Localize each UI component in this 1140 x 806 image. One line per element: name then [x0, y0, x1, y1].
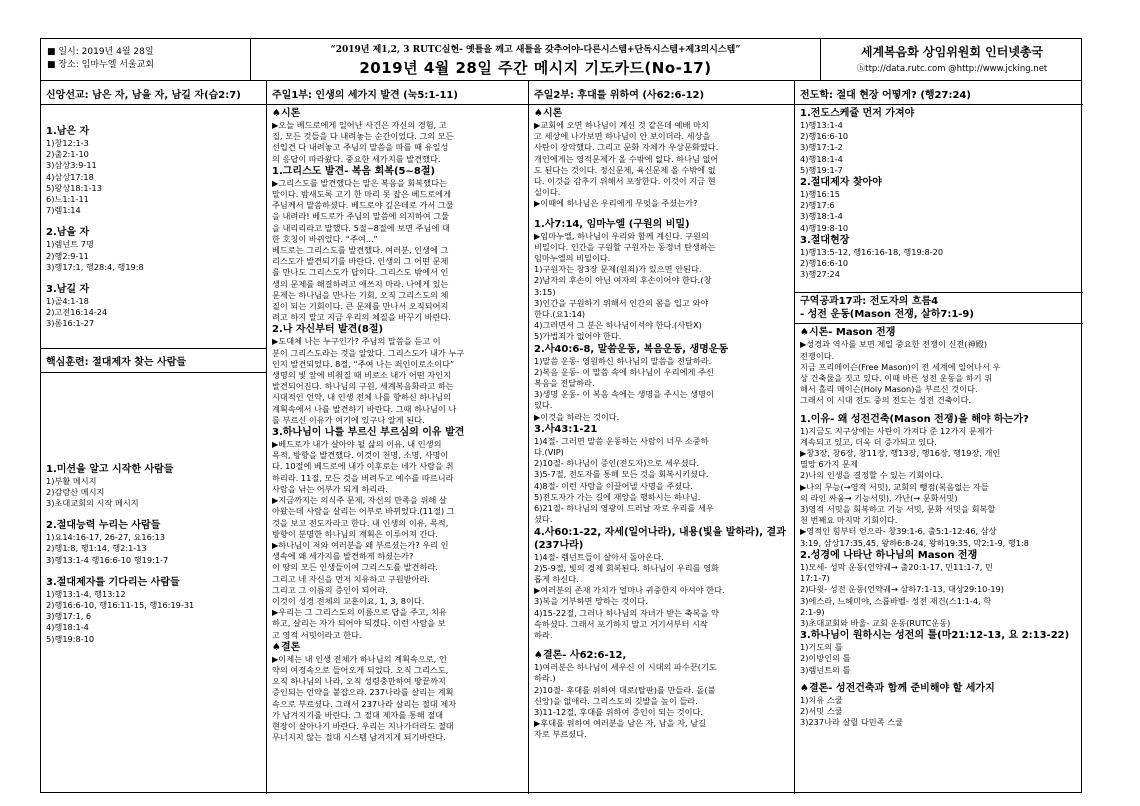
text-line: 셨다. — [534, 514, 553, 525]
text-line: 2:1-9) — [800, 606, 825, 617]
text-line: 2)행16:6-10 — [800, 258, 849, 269]
text-line: 롭게 하신다. — [534, 573, 579, 584]
text-line: 2)출2:1-10 — [46, 149, 89, 160]
text-line: 3)행17:1, 행28:4, 행19:8 — [46, 261, 144, 272]
text-line: 말이다. 밤새도록 고기 한 마리 못 잡은 베드로에게 — [272, 189, 452, 200]
text-line: 그리고 네 자신을 먼저 치유하고 구원받아라. — [272, 573, 430, 584]
text-line: 현장이 살아나기 바란다. 우리는 지나가더라도 절대 — [272, 720, 454, 731]
text-line: 을 내려라! 베드로가 주님의 말씀에 의지하여 그물 — [272, 211, 450, 222]
text-line: 사탄이 장악했다. 그리고 문화 자체가 우상문화였다. — [534, 142, 719, 153]
org-urls: ⓗttp://data.rutc.com @http://www.jcking.net — [856, 64, 1048, 74]
text-line: 2)고전16:14-24 — [46, 307, 108, 318]
text-line: ▶후대를 위하여 여러분을 남은 자, 남을 자, 남길 — [534, 718, 707, 729]
text-line: ▶이것을 하라는 것이다. — [534, 411, 620, 422]
text-line: 3)237나라 살릴 다민족 스쿨 — [800, 717, 904, 728]
text-line: 2)행17:6 — [800, 200, 835, 211]
section-title: ♠결론- 성전건축과 함께 준비해야 할 세가지 — [800, 682, 995, 694]
text-line: 한 호칭이 바뀌었다. “주여...” — [272, 233, 378, 244]
text-line: 1)행13:5-12, 행16:16-18, 행19:8-20 — [800, 246, 944, 257]
text-line: 3)행17:1, 6 — [46, 611, 92, 622]
text-line: 4)행18:1-4 — [46, 622, 89, 633]
text-line: 4)그러면서 그 분은 하나님이셔야 한다.(사탄X) — [534, 320, 702, 331]
text-line: 2)10절- 하나님이 증인(전도자)으로 세우셨다. — [534, 458, 700, 469]
text-line: 3)복을 거부하면 망하는 것이다. — [534, 596, 648, 607]
text-line: 2)5-9절, 빛의 경제 회복된다. 하나님이 우리를 영화 — [534, 562, 719, 573]
section-lines — [534, 120, 789, 210]
text-line: 의 라인 싸움→ 기능서밋), 가난(→ 문화서밋) — [800, 492, 958, 503]
section-remnant — [41, 123, 266, 332]
text-line: 도 된다는 것이다. 정신문제, 육신문제 올 수밖에 없 — [534, 164, 716, 175]
text-line: 임마누엘의 비밀이다. — [534, 253, 611, 264]
text-line: 3)5-7절, 전도자를 통해 모든 것을 회복시키셨다. — [534, 469, 709, 480]
evangelism-block — [795, 105, 1083, 293]
text-line: 의 응답이 따라왔다. 중요한 세가지를 발견했다. — [272, 153, 441, 164]
section-title: 2.나 자신부터 발견(8절) — [272, 324, 384, 336]
place-text: ■ 장소: 임마누엘 서울교회 — [47, 60, 155, 70]
text-line: 해서 홀리 메이슨(Holy Mason)을 부르신 것이다. — [800, 384, 978, 395]
text-line: 증인되는 언약을 붙잡으라. 237나라를 살리는 계획 — [272, 687, 454, 698]
section-lines — [800, 247, 1078, 281]
section-disciples — [41, 461, 266, 647]
text-line: ▶하나님이 저와 여러분을 왜 부르셨는가? 우리 인 — [272, 539, 449, 550]
text-line: 려고 하지 말고 지금 우리의 체질을 바꾸기 바란다. — [272, 312, 452, 323]
text-line: 5)왕상18:1-13 — [46, 182, 102, 193]
text-line: 2)복음 운동- 이 말씀 속에 하나님이 우리에게 주신 — [534, 366, 714, 377]
org-box — [821, 39, 1083, 80]
text-line: 다. 이것을 감추기 위해서 포장한다. 이것이 지금 현 — [534, 176, 716, 187]
text-line: 2)행16:6-10, 행16:11-15, 행16:19-31 — [46, 600, 195, 611]
text-line: 분이 그리스도라는 것을 알았다. 그리스도가 내가 누구 — [272, 347, 465, 358]
text-line: 1)4절- 그러면 말씀 운동하는 사람이 너무 소중하 — [534, 435, 709, 446]
text-line: 2)감람산 메시지 — [46, 486, 105, 497]
text-line: 1)치유 스쿨 — [800, 694, 843, 705]
text-line: 1)모세- 성막 운동(언약궤→ 출20:1-17, 민11:1-7, 민 — [800, 561, 993, 572]
text-line: 1)골4:1-18 — [46, 296, 89, 307]
text-line: 계속되고 있고, 더욱 더 증가되고 있다. — [800, 436, 937, 447]
text-line: ▶베드로가 내가 살아야 될 삶의 이유, 내 인생의 — [272, 439, 442, 450]
text-line: 1)행16:15 — [800, 189, 840, 200]
text-line: 방향이 분명한 하나님의 계획은 이루어져 간다. — [272, 528, 438, 539]
section-lines — [46, 532, 261, 566]
section-title: ♠결론- 사62:6-12, — [534, 650, 627, 662]
section-lines — [534, 231, 789, 343]
text-line: 3)에스라, 느헤미야, 스룹바벨- 성전 재건(스1:1-4, 학 — [800, 595, 992, 606]
text-line: 1)창12:1-3 — [46, 138, 89, 148]
text-line: 4)삼상17:18 — [46, 171, 94, 182]
text-line: 3)렘넌트의 틀 — [800, 664, 851, 675]
text-line: 베드로는 그리스도를 발견했다. 여러분, 인생에 그 — [272, 245, 449, 256]
section-title: 1.그리스도 발견- 복음 회복(5~8절) — [272, 165, 436, 177]
text-line: 한다.(요1:14) — [534, 309, 586, 320]
text-line: 자로 부르셨다. — [534, 729, 587, 740]
text-line: 1)구원자는 창3장 문제(원죄)가 있으면 안된다. — [534, 264, 702, 275]
prayer-card-sheet — [40, 38, 1082, 793]
text-line: 3)초대교회의 시작 메시지 — [46, 498, 139, 509]
column-mission — [41, 81, 267, 794]
section-lines — [800, 426, 1078, 549]
section-title: 4.사60:1-22, 자세(일어나라), 내용(빛을 발하라), 결과(237나라) — [534, 526, 786, 551]
section-title: 3.하나님이 원하시는 성전의 틀(마21:12-13, 요 2:13-22) — [800, 630, 1070, 642]
section-title: 1.미션을 알고 시작한 사람들 — [46, 463, 174, 475]
text-line: 3)행13:1-4 행16:6-10 행19:1-7 — [46, 554, 169, 565]
text-line: 3)초대교회와 바울- 교회 운동(RUTC운동) — [800, 617, 951, 628]
study-subtitle: - 성전 운동(Mason 전쟁, 살하7:1-9) — [800, 309, 974, 321]
card-header — [41, 39, 1081, 81]
text-line: 2)행2:9-11 — [46, 250, 89, 261]
text-line: 그래서 이 시대 전도 중의 전도는 성전 건축이다. — [800, 395, 972, 406]
core-training-bar: 핵심훈련: 절대제자 찾는 사람들 — [41, 348, 266, 373]
date-text: ■ 일시: 2019년 4월 28일 — [47, 47, 154, 57]
section-lines — [800, 562, 1078, 629]
text-line: 3)11-12절, 후대를 위하여 증인이 되는 것이다. — [534, 706, 704, 717]
text-line: 17:1-7) — [800, 573, 830, 584]
study-heading-block — [795, 293, 1083, 324]
section-lines — [800, 339, 1078, 406]
text-line: 그리고 그 이름의 증인이 되어라. — [272, 584, 388, 595]
section-lines — [272, 120, 523, 165]
text-line: 2)행1:8, 행1:14, 행2:1-13 — [46, 543, 147, 554]
title-box — [251, 39, 821, 80]
section-title: 1.전도스케쥴 먼저 가져야 — [800, 108, 915, 119]
text-line: ▶교회에 오면 하나님이 계신 것 같은데 예배 마치 — [534, 120, 709, 130]
text-line: ▶나의 무능(→영적 서밋), 교회의 뺑점(복음없는 자들 — [800, 481, 989, 492]
text-line: 2)행16:6-10 — [800, 131, 849, 142]
text-line: 문제는 하나님을 만나는 기회, 오직 그리스도의 체 — [272, 289, 449, 300]
text-line: 실이다. — [534, 187, 561, 198]
text-line: 목적, 방향을 발견했다. 이것이 천명, 소명, 사명이 — [272, 450, 449, 461]
text-line: 3:19, 삼상17:35,45, 왕하6:8-24, 왕하19:35, 막2:1-9, 행1:8 — [800, 537, 1029, 548]
text-line: 아왔는데 사람을 살리는 어부로 바뀌었다.(11절) 그 — [272, 506, 455, 517]
text-line: 4)8절- 이런 사람을 이끌어낼 사명을 주셨다. — [534, 480, 693, 491]
text-line: 발견되어진다. 하나님의 구원, 세계복음화라고 하는 — [272, 381, 454, 392]
text-line: 3)생명 운동- 이 복음 속에는 생명을 주시는 생명이 — [534, 389, 714, 400]
text-line: 6)느1:1-11 — [46, 194, 89, 205]
section-lines — [534, 662, 789, 740]
org-name: 세계복음화 상임위원회 인터넷총국 — [860, 45, 1044, 59]
section-title: ♠시론- Mason 전쟁 — [800, 327, 896, 339]
text-line: 7)렘1:14 — [46, 205, 81, 216]
text-line: 오직 하나님의 나라, 오직 성령충만하여 땅끝까지 — [272, 676, 446, 687]
text-line: 약의 여정속으로 들어오게 되었다. 오직 그리스도, — [272, 664, 449, 675]
text-line: 속하셨다. 그래서 포기하지 말고 거기서부터 시작 — [534, 618, 708, 629]
slogan-text: “2019년 제1,2, 3 RUTC실현- 옛틀을 깨고 새틀을 갖추어야-다른시스템+단독시스템+제3의시스템” — [330, 45, 741, 55]
text-line: ▶창3장, 창6장, 창11장, 행13장, 행16장, 행19장, 개인 — [800, 448, 1001, 459]
text-line: 계획속에서 나를 발견하기 바란다. 그때 하나님이 나 — [272, 403, 457, 414]
section-lines — [46, 476, 261, 510]
column-evangelism — [795, 81, 1083, 794]
text-line: ▶임마누엘, 하나님이 우리와 함께 계신다. 구원의 — [534, 230, 709, 241]
text-line: 리스도가 발견되기를 바란다. 인생의 그 어떤 문제 — [272, 256, 449, 267]
section-lines — [46, 589, 261, 645]
text-line: 가 남겨지기를 바란다. 그 절대 제자를 통해 절대 — [272, 709, 444, 720]
text-line: 5)행19:1-7 — [800, 164, 843, 175]
text-line: 2)남자의 후손이 아닌 여자의 후손이어야 한다.(창 — [534, 275, 712, 286]
section-lines — [800, 189, 1078, 234]
text-line: 3:15) — [534, 286, 556, 297]
study-body — [795, 324, 1083, 730]
text-line: 2)서밋 스쿨 — [800, 705, 843, 716]
text-line: 4)행19:8-10 — [800, 222, 849, 233]
text-line: 2)나의 인생을 결정할 수 있는 기회이다. — [800, 470, 943, 481]
section-title: 3.남길 자 — [46, 284, 90, 296]
text-line: 생명의 빛 앞에 비춰질 때 비로소 내가 어떤 자인지 — [272, 370, 452, 381]
section-lines — [46, 239, 261, 273]
text-line: 2)다윗- 성전 운동(언약궤→ 삼하7:1-13, 대상29:10-19) — [800, 584, 1004, 595]
section-title: 3.사43:1-21 — [534, 423, 598, 435]
text-line: 지금 프리메이슨(Free Mason)이 전 세계에 일어나서 우 — [800, 361, 1001, 372]
column-heading: 신앙선교: 남은 자, 남을 자, 남길 자(습2:7) — [41, 81, 266, 105]
text-line: 복음을 전달하라. — [534, 378, 595, 389]
text-line: 고 세상에 나가보면 하나님이 안 보이더라. 세상을 — [534, 131, 711, 142]
text-line: 1)요14:16-17, 26-27, 요16:13 — [46, 532, 165, 543]
text-line: 1)행13:1-4, 행13:12 — [46, 588, 126, 599]
section-lines — [534, 436, 789, 526]
study-title: 구역공과17과: 전도자의 흐름4 — [800, 296, 939, 308]
section-title: ♠결론 — [272, 641, 301, 653]
section-lines — [46, 296, 261, 330]
section-lines — [46, 138, 261, 216]
text-line: ▶여러분의 존재 가치가 얼마나 귀중한지 아셔야 한다. — [534, 585, 725, 596]
section-title: 2.사40:6-8, 말씀운동, 복음운동, 생명운동 — [534, 343, 729, 355]
text-line: 다.(VIP) — [534, 447, 564, 458]
text-line: ▶그리스도를 발견했다는 말은 복음을 회복했다는 — [272, 177, 447, 188]
section-lines — [800, 120, 1078, 176]
text-line: 이것이 성경 전체의 교훈이요, 1, 3, 8이다. — [272, 595, 425, 606]
column-heading: 주일1부: 인생의 세가지 발견 (눅5:1-11) — [267, 81, 528, 105]
text-line: 사람을 낚는 어부가 되게 하리라. — [272, 483, 388, 494]
text-line: 하라. — [534, 629, 553, 640]
column-sunday2 — [529, 81, 795, 794]
section-title: 2.성경에 나타난 하나님의 Mason 전쟁 — [800, 549, 978, 561]
text-line: 1)부활 메시지 — [46, 475, 97, 486]
text-line: 1)말씀 운동- 영원하신 하나님의 말씀을 전달하라. — [534, 355, 712, 366]
text-line: ▶영적인 힘부터 얻으라- 창39:1-6, 출5:1-12:46, 삼상 — [800, 526, 997, 537]
text-line: 개인에게는 영적문제가 올 수밖에 없다. 하나님 없어 — [534, 153, 719, 164]
text-line: 고 영적 서밋이라고 한다. — [272, 629, 362, 640]
text-line: ▶오늘 베드로에게 일어난 사건은 자신의 경험, 고 — [272, 120, 447, 130]
section-title: ♠시론 — [534, 108, 563, 119]
section-lines — [800, 642, 1078, 676]
text-line: 주님께서 말씀하셨다. 베드로야 깊은데로 가서 그물 — [272, 200, 454, 211]
section-title: 3.절대현장 — [800, 234, 850, 246]
text-line: 1)렘넌트 7명 — [46, 239, 94, 250]
text-line: 시대적인 언약, 내 인생 전체 나를 향하신 하나님의 — [272, 392, 452, 403]
text-line: 5)전도자가 가는 길에 재앙을 행하시는 하나님. — [534, 491, 701, 502]
text-line: 6)21절- 하나님의 영광이 드러날 자로 우리를 세우 — [534, 503, 714, 514]
text-line: 3)행17:1-2 — [800, 142, 843, 153]
section-title: 1.사7:14, 임마누엘 (구원의 비밀) — [534, 218, 690, 230]
text-line: 다. 10절에 베드로에 내가 이후로는 네가 사람을 취 — [272, 461, 454, 472]
text-line: 5)행19:8-10 — [46, 633, 95, 644]
text-line: 3)행18:1-4 — [800, 211, 843, 222]
text-line: 3)롬16:1-27 — [46, 318, 95, 329]
text-line: 5)가법죄가 없어야 한다. — [534, 331, 622, 342]
text-line: 속으로 부르셨다. 그래서 237나라 살리는 절대 제자 — [272, 698, 457, 709]
text-line: 멸망 6가지 문제 — [800, 459, 858, 470]
text-line: 상 건축물을 짓고 있다. 이때 바른 성전 운동을 하기 위 — [800, 373, 993, 384]
section-title: 2.남을 자 — [46, 227, 90, 239]
text-line: 하고, 살리는 자가 되어야 되겠다. 이런 사람을 보 — [272, 618, 446, 629]
text-line: 를 만나도 그리스도가 답이다. 그리스도 밖에서 인 — [272, 267, 449, 278]
page-title: 2019년 4월 28일 주간 메시지 기도카드(No-17) — [359, 59, 712, 77]
sermon-body — [267, 105, 528, 745]
text-line: 전쟁이다. — [800, 350, 835, 361]
text-line: 1)지금도 지구상에는 사탄이 가져다 준 12가지 문제가 — [800, 425, 993, 436]
text-line: 를 부르신 이유가 여기에 있구나 알게 된다. — [272, 414, 425, 425]
text-line: 인지 발견되었다. 8절, “주여 나는 죄인이로소이다” — [272, 358, 455, 369]
text-line: ▶이때에 하나님은 우리에게 무엇을 주셨는가? — [534, 198, 698, 209]
section-lines — [534, 552, 789, 642]
text-line: 것을 보고 전도자라고 한다. 내 인생의 이유, 목적, — [272, 517, 449, 528]
section-title: 1.남은 자 — [46, 126, 90, 137]
column-heading: 주일2부: 후대를 위하여 (사62:6-12) — [529, 81, 794, 105]
text-line: ▶이제는 내 인생 전체가 하나님의 계획속으로, 언 — [272, 653, 447, 664]
text-line: 이 땅의 모든 인생들이여 그리스도를 발견하라. — [272, 562, 438, 573]
text-line: 천 번째요 마지막 기회이다. — [800, 515, 898, 526]
text-line: 1)기도의 틀 — [800, 642, 843, 653]
section-lines — [800, 695, 1078, 729]
text-line: 1)여러분은 하나님이 세우신 이 시대의 파수꾼(기도 — [534, 662, 717, 673]
column-sunday1 — [267, 81, 529, 794]
section-title: ♠시론 — [272, 108, 301, 119]
text-line: 질이 되는 기회이다. 큰 문제를 만나서 오직되어지 — [272, 301, 449, 312]
section-lines — [272, 336, 523, 426]
text-line: 신앙)을 없애라. 그리스도의 깃발을 높이 들라. — [534, 695, 698, 706]
text-line: 1)4절- 렘넌트들이 살아서 돌아온다. — [534, 551, 664, 562]
section-title: 3.절대제자를 기다리는 사람들 — [46, 576, 180, 588]
text-line: ▶도대체 나는 누구인가? 주님의 말씀을 듣고 이 — [272, 336, 441, 347]
sermon-body — [529, 105, 794, 743]
text-line: 3)영적 서밋을 회복하고 기능 서밋, 문화 서밋을 회복할 — [800, 504, 996, 515]
text-line: 2)10절- 후대를 위하여 대로(탈판)를 만들라. 돌(불 — [534, 684, 716, 695]
text-line: 생의 문제를 해결하려고 애쓰지 마라. 나에게 있는 — [272, 278, 449, 289]
text-line: 하라.) — [534, 673, 556, 684]
column-heading: 전도학: 절대 현장 어떻게? (행27:24) — [795, 81, 1083, 105]
text-line: 생속에 왜 세가지를 발견하게 하셨는가? — [272, 551, 414, 562]
text-line: 집, 모든 것들을 다 내려놓는 순간이었다. 그의 모든 — [272, 131, 454, 142]
text-line: 비밀이다. 인간을 구원할 구원자는 동정녀 탄생하는 — [534, 241, 716, 252]
text-line: 3)삼상3:9-11 — [46, 160, 97, 171]
section-lines — [272, 439, 523, 641]
text-line: 하리라. 11절, 모든 것을 버려두고 예수를 따르니라 — [272, 472, 454, 483]
section-lines — [272, 178, 523, 324]
section-lines — [534, 356, 789, 423]
text-line: 4)행18:1-4 — [800, 153, 843, 164]
section-title: 1.이유- 왜 성전건축(Mason 전쟁)을 해야 하는가? — [800, 413, 1029, 425]
text-line: 선입견 다 내려놓고 주님의 말씀을 따를 때 유일성 — [272, 142, 449, 153]
text-line: 3)행27:24 — [800, 269, 840, 280]
text-line: 3)인간을 구원하기 위해서 인간의 몸을 입고 와야 — [534, 297, 709, 308]
section-lines — [272, 654, 523, 744]
text-line: ▶우리는 그 그리스도의 이름으로 답을 주고, 치유 — [272, 607, 447, 618]
text-line: 1)행13:1-4 — [800, 120, 843, 130]
text-line: 무너지지 않는 절대 시스템 남겨지게 되기바란다. — [272, 732, 446, 743]
section-title: 3.하나님이 나를 부르신 부르심의 이유 발견 — [272, 427, 465, 439]
section-title: 2.절대능력 누리는 사람들 — [46, 520, 161, 532]
text-line: ▶지금까지는 의식주 문제, 자신의 만족을 위해 살 — [272, 495, 447, 506]
text-line: 4)15-22절, 그러나 하나님의 자녀가 받는 축복을 약 — [534, 607, 719, 618]
text-line: ▶성경과 역사를 보면 제일 중요한 전쟁이 신전(神殿) — [800, 339, 988, 350]
text-line: 있다. — [534, 400, 553, 411]
text-line: 을 내리리라고 말했다. 5절~8절에 보면 주님에 대 — [272, 222, 450, 233]
section-title: 2.절대제자 찾아야 — [800, 177, 882, 189]
text-line: 2)이방인의 틀 — [800, 653, 851, 664]
date-place-box — [41, 39, 251, 80]
